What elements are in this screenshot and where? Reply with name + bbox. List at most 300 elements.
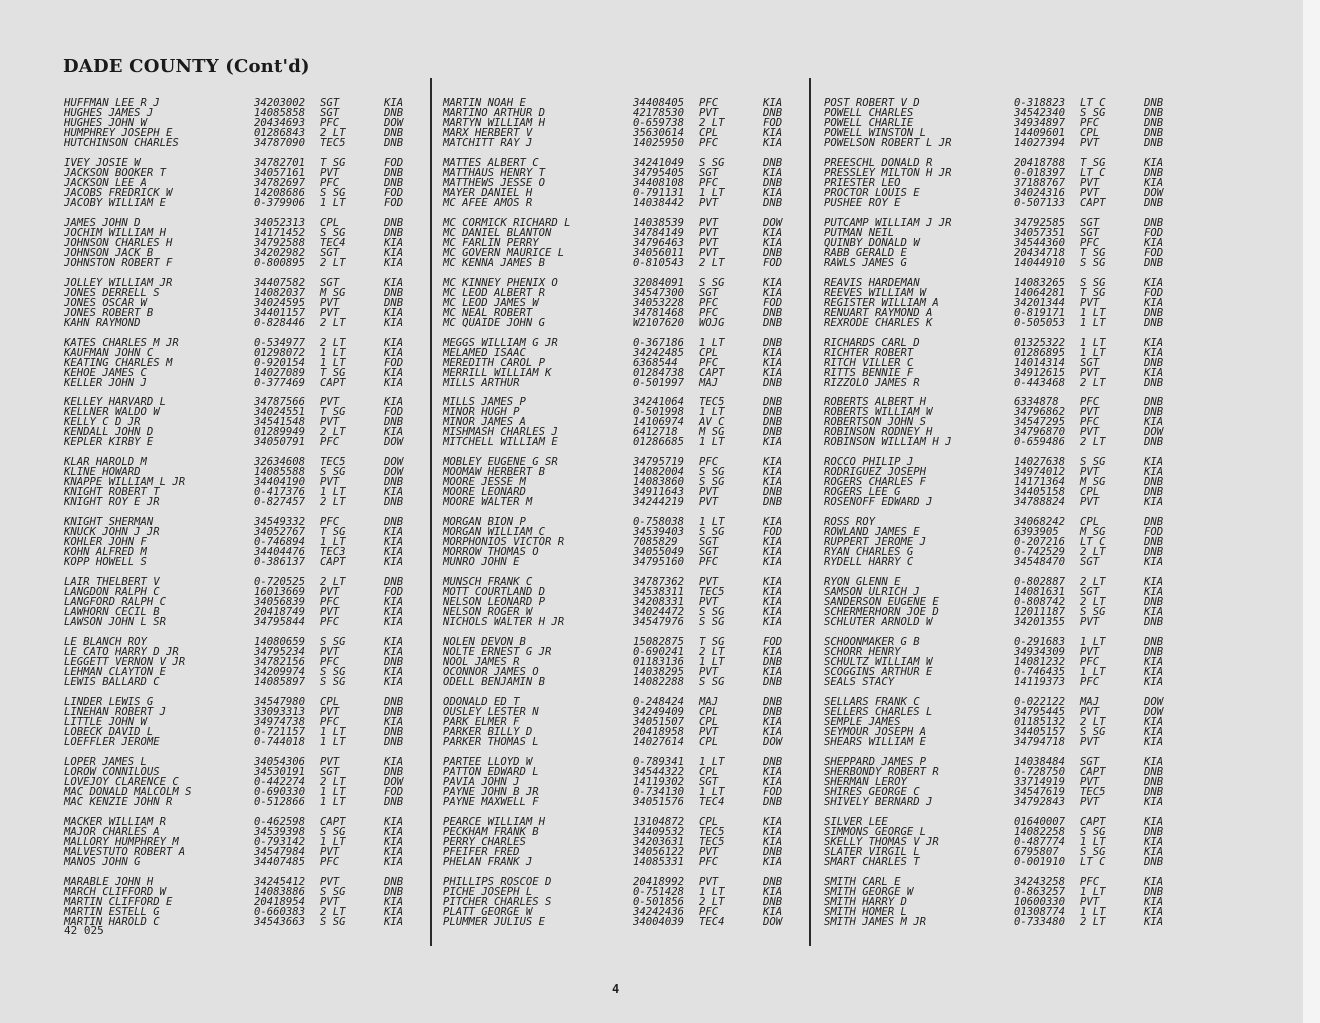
serial-number: 34782697 xyxy=(254,176,306,189)
status: DNB xyxy=(1144,546,1164,559)
name: ROBINSON RODNEY H xyxy=(824,426,933,439)
status: KIA xyxy=(1144,496,1164,509)
name: PROCTOR LOUIS E xyxy=(824,186,920,199)
status: KIA xyxy=(384,715,404,728)
serial-number: 34055049 xyxy=(633,546,685,559)
serial-number: 34792843 xyxy=(1014,795,1066,808)
name: JOLLEY WILLIAM JR xyxy=(64,276,173,289)
rank: PVT xyxy=(1080,176,1100,189)
rank: PFC xyxy=(1080,416,1100,429)
status: DOW xyxy=(1144,705,1164,718)
serial-number: 0-733480 xyxy=(1014,915,1066,928)
status: DNB xyxy=(1144,216,1164,229)
name: SHERMAN LEROY xyxy=(824,775,907,788)
name: KEATING CHARLES M xyxy=(64,356,173,369)
name: PRIESTER LEO xyxy=(824,176,901,189)
name: LITTLE JOHN W xyxy=(64,715,147,728)
serial-number: 16013669 xyxy=(254,586,306,599)
serial-number: 14014314 xyxy=(1014,356,1066,369)
rank: CPL xyxy=(1080,516,1100,529)
name: POWELL WINSTON L xyxy=(824,127,927,139)
status: DNB xyxy=(763,486,783,499)
rank: 1 LT xyxy=(699,755,725,768)
serial-number: 0-512866 xyxy=(254,795,306,808)
rank: 1 LT xyxy=(699,336,725,349)
name: LOPER JAMES L xyxy=(64,755,147,768)
name: MACKER WILLIAM R xyxy=(64,815,167,828)
serial-number: 01286895 xyxy=(1014,346,1066,359)
rank: PVT xyxy=(699,845,719,858)
status: DNB xyxy=(763,306,783,319)
rank: AV C xyxy=(699,416,725,429)
name: NOLEN DEVON B xyxy=(443,636,526,649)
status: DNB xyxy=(1144,885,1164,898)
status: DOW xyxy=(763,915,783,928)
serial-number: 14027089 xyxy=(254,366,306,379)
rank: PVT xyxy=(699,226,719,239)
serial-number: 34201344 xyxy=(1014,296,1066,309)
name: MERRILL WILLIAM K xyxy=(443,366,552,379)
serial-number: 0-487774 xyxy=(1014,835,1066,848)
serial-number: 0-744018 xyxy=(254,735,306,748)
name: MAC DONALD MALCOLM S xyxy=(64,785,192,798)
status: KIA xyxy=(763,905,783,918)
rank: 1 LT xyxy=(320,196,346,209)
serial-number: 0-920154 xyxy=(254,356,306,369)
serial-number: 35630614 xyxy=(633,127,685,139)
serial-number: 0-501997 xyxy=(633,376,685,389)
footer-reference: 42 025 xyxy=(64,924,104,937)
serial-number: 0-808742 xyxy=(1014,596,1066,609)
status: DNB xyxy=(1144,196,1164,209)
serial-number: 37188767 xyxy=(1014,176,1066,189)
serial-number: 14027394 xyxy=(1014,137,1066,149)
serial-number: 0-417376 xyxy=(254,486,306,499)
name: ROBERTS WILLIAM W xyxy=(824,406,933,419)
status: DNB xyxy=(384,765,404,778)
serial-number: 34052313 xyxy=(254,216,306,229)
serial-number: 14082004 xyxy=(633,466,685,479)
status: DNB xyxy=(1144,636,1164,649)
status: KIA xyxy=(1144,666,1164,679)
serial-number: 0-505053 xyxy=(1014,316,1066,329)
rank: 2 LT xyxy=(320,576,346,589)
status: KIA xyxy=(763,346,783,359)
rank: PVT xyxy=(1080,366,1100,379)
status: FOD xyxy=(384,406,404,419)
serial-number: 0-819171 xyxy=(1014,306,1066,319)
serial-number: 0-791131 xyxy=(633,186,685,199)
rank: PVT xyxy=(320,606,340,619)
serial-number: 34051507 xyxy=(633,715,685,728)
status: KIA xyxy=(763,715,783,728)
serial-number: 14171452 xyxy=(254,226,306,239)
rank: S SG xyxy=(699,276,725,289)
serial-number: 14085858 xyxy=(254,107,306,119)
status: KIA xyxy=(763,127,783,139)
rank: 2 LT xyxy=(699,117,725,129)
rank: S SG xyxy=(1080,276,1106,289)
serial-number: 6368544 xyxy=(633,356,678,369)
rank: PVT xyxy=(320,875,340,888)
rank: 1 LT xyxy=(320,725,346,738)
serial-number: 14085897 xyxy=(254,676,306,689)
name: KNIGHT ROY E JR xyxy=(64,496,160,509)
rank: PFC xyxy=(1080,656,1100,669)
name: ROSENOFF EDWARD J xyxy=(824,496,933,509)
serial-number: 0-800895 xyxy=(254,256,306,269)
rank: T SG xyxy=(320,406,346,419)
name: SELLARS FRANK C xyxy=(824,695,920,708)
status: KIA xyxy=(763,885,783,898)
serial-number: 34547976 xyxy=(633,616,685,629)
status: DNB xyxy=(763,406,783,419)
status: KIA xyxy=(384,336,404,349)
serial-number: 34408108 xyxy=(633,176,685,189)
rank: CAPT xyxy=(320,815,346,828)
rank: 1 LT xyxy=(1080,306,1106,319)
name: MORROW THOMAS O xyxy=(443,546,539,559)
status: FOD xyxy=(1144,226,1164,239)
status: DNB xyxy=(384,875,404,888)
serial-number: 14119373 xyxy=(1014,676,1066,689)
name: MAC KENZIE JOHN R xyxy=(64,795,173,808)
status: DNB xyxy=(1144,825,1164,838)
rank: PFC xyxy=(699,356,719,369)
serial-number: 0-659738 xyxy=(633,117,685,129)
rank: TEC5 xyxy=(320,137,346,149)
rank: PFC xyxy=(1080,676,1100,689)
name: NELSON ROGER W xyxy=(443,606,533,619)
name: MC NEAL ROBERT xyxy=(443,306,533,319)
serial-number: 34057161 xyxy=(254,166,306,179)
name: PHELAN FRANK J xyxy=(443,855,533,868)
status: DNB xyxy=(1144,406,1164,419)
serial-number: 34787566 xyxy=(254,396,306,409)
rank: PVT xyxy=(320,416,340,429)
status: DNB xyxy=(384,216,404,229)
serial-number: 34404190 xyxy=(254,476,306,489)
name: MOOMAW HERBERT B xyxy=(443,466,546,479)
name: PAYNE JOHN B JR xyxy=(443,785,539,798)
name: OCONNOR JAMES O xyxy=(443,666,539,679)
name: REGISTER WILLIAM A xyxy=(824,296,939,309)
rank: PVT xyxy=(1080,705,1100,718)
rank: SGT xyxy=(699,536,719,549)
rank: PFC xyxy=(699,556,719,569)
serial-number: 20418992 xyxy=(633,875,685,888)
status: KIA xyxy=(384,845,404,858)
rank: M SG xyxy=(699,426,725,439)
serial-number: 34795160 xyxy=(633,556,685,569)
name: POWELSON ROBERT L JR xyxy=(824,137,952,149)
serial-number: 14025950 xyxy=(633,137,685,149)
status: KIA xyxy=(384,346,404,359)
status: DNB xyxy=(384,656,404,669)
rank: 2 LT xyxy=(320,316,346,329)
rank: S SG xyxy=(320,915,346,928)
rank: SGT xyxy=(320,276,340,289)
name: MOORE LEONARD xyxy=(443,486,526,499)
name: ROCCO PHILIP J xyxy=(824,456,914,469)
rank: TEC5 xyxy=(699,835,725,848)
rank: LT C xyxy=(1080,855,1106,868)
name: JAMES JOHN D xyxy=(64,216,141,229)
status: DNB xyxy=(763,875,783,888)
rank: TEC5 xyxy=(699,586,725,599)
rank: 2 LT xyxy=(1080,376,1106,389)
name: ODONALD ED T xyxy=(443,695,520,708)
name: ROBINSON WILLIAM H J xyxy=(824,436,952,449)
status: DNB xyxy=(1144,476,1164,489)
name: RENUART RAYMOND A xyxy=(824,306,933,319)
name: MORGAN WILLIAM C xyxy=(443,526,546,539)
name: MATCHITT RAY J xyxy=(443,137,533,149)
status: KIA xyxy=(763,186,783,199)
status: KIA xyxy=(1144,556,1164,569)
serial-number: 01289949 xyxy=(254,426,306,439)
name: MC QUAIDE JOHN G xyxy=(443,316,546,329)
status: KIA xyxy=(763,586,783,599)
rank: PFC xyxy=(320,176,340,189)
status: KIA xyxy=(384,316,404,329)
rank: TEC4 xyxy=(699,915,725,928)
status: KIA xyxy=(763,166,783,179)
name: MARTYN WILLIAM H xyxy=(443,117,546,129)
rank: PFC xyxy=(699,905,719,918)
status: KIA xyxy=(384,276,404,289)
serial-number: 34974012 xyxy=(1014,466,1066,479)
serial-number: 01185132 xyxy=(1014,715,1066,728)
rank: LT C xyxy=(1080,536,1106,549)
rank: CPL xyxy=(699,715,719,728)
name: LEHMAN CLAYTON E xyxy=(64,666,167,679)
status: KIA xyxy=(763,556,783,569)
rank: S SG xyxy=(320,636,346,649)
name: KELLER JOHN J xyxy=(64,376,147,389)
name: SMITH JAMES M JR xyxy=(824,915,927,928)
serial-number: 34547980 xyxy=(254,695,306,708)
name: KLINE HOWARD xyxy=(64,466,141,479)
status: KIA xyxy=(763,546,783,559)
serial-number: 34052767 xyxy=(254,526,306,539)
status: KIA xyxy=(384,676,404,689)
serial-number: 14080659 xyxy=(254,636,306,649)
serial-number: 34538311 xyxy=(633,586,685,599)
status: KIA xyxy=(1144,835,1164,848)
rank: 1 LT xyxy=(320,785,346,798)
status: DNB xyxy=(1144,166,1164,179)
name: JACKSON LEE A xyxy=(64,176,147,189)
status: KIA xyxy=(384,905,404,918)
name: MARTIN ESTELL G xyxy=(64,905,160,918)
serial-number: 0-462598 xyxy=(254,815,306,828)
serial-number: 34056011 xyxy=(633,246,685,259)
name: PAYNE MAXWELL F xyxy=(443,795,539,808)
status: KIA xyxy=(384,536,404,549)
name: SEMPLE JAMES xyxy=(824,715,901,728)
serial-number: 34795445 xyxy=(1014,705,1066,718)
name: SMITH HARRY D xyxy=(824,895,907,908)
rank: PVT xyxy=(320,396,340,409)
serial-number: 14106974 xyxy=(633,416,685,429)
name: KATES CHARLES M JR xyxy=(64,336,179,349)
name: PFEIFER FRED xyxy=(443,845,520,858)
rank: 2 LT xyxy=(1080,715,1106,728)
rank: S SG xyxy=(699,606,725,619)
status: DNB xyxy=(1144,137,1164,149)
serial-number: 6795807 xyxy=(1014,845,1059,858)
serial-number: 14038484 xyxy=(1014,755,1066,768)
status: DOW xyxy=(1144,695,1164,708)
name: JONES DERRELL S xyxy=(64,286,160,299)
status: DNB xyxy=(384,176,404,189)
rank: SGT xyxy=(1080,216,1100,229)
name: MORPHONIOS VICTOR R xyxy=(443,536,565,549)
rank: PFC xyxy=(320,715,340,728)
name: SMITH HOMER L xyxy=(824,905,907,918)
rank: 2 LT xyxy=(1080,436,1106,449)
rank: 1 LT xyxy=(320,346,346,359)
rank: SGT xyxy=(699,546,719,559)
rank: PVT xyxy=(1080,795,1100,808)
serial-number: 20434718 xyxy=(1014,246,1066,259)
status: KIA xyxy=(384,236,404,249)
serial-number: 34539398 xyxy=(254,825,306,838)
status: KIA xyxy=(384,606,404,619)
rank: PVT xyxy=(320,755,340,768)
name: PLATT GEORGE W xyxy=(443,905,533,918)
serial-number: 34056839 xyxy=(254,596,306,609)
rank: PFC xyxy=(320,516,340,529)
status: KIA xyxy=(384,825,404,838)
status: DNB xyxy=(384,725,404,738)
name: MARCH CLIFFORD W xyxy=(64,885,167,898)
status: KIA xyxy=(1144,915,1164,928)
status: KIA xyxy=(384,915,404,928)
serial-number: W2107620 xyxy=(633,316,685,329)
rank: CPL xyxy=(699,735,719,748)
rank: 1 LT xyxy=(320,536,346,549)
name: SCHERMERHORN JOE D xyxy=(824,606,939,619)
rank: PVT xyxy=(320,476,340,489)
status: FOD xyxy=(384,785,404,798)
name: PEARCE WILLIAM H xyxy=(443,815,546,828)
name: ROGERS LEE G xyxy=(824,486,901,499)
status: KIA xyxy=(1144,576,1164,589)
status: KIA xyxy=(763,97,783,109)
serial-number: 34530191 xyxy=(254,765,306,778)
serial-number: 34794718 xyxy=(1014,735,1066,748)
rank: CAPT xyxy=(699,366,725,379)
name: MC CORMICK RICHARD L xyxy=(443,216,571,229)
name: PARTEE LLOYD W xyxy=(443,755,533,768)
rank: 1 LT xyxy=(1080,666,1106,679)
rank: WOJG xyxy=(699,316,725,329)
serial-number: 34050791 xyxy=(254,436,306,449)
name: PUSHEE ROY E xyxy=(824,196,901,209)
name: MC KINNEY PHENIX O xyxy=(443,276,558,289)
serial-number: 0-443468 xyxy=(1014,376,1066,389)
serial-number: 34024595 xyxy=(254,296,306,309)
serial-number: 20418954 xyxy=(254,895,306,908)
serial-number: 6412718 xyxy=(633,426,678,439)
status: DNB xyxy=(384,705,404,718)
name: MOORE JESSE M xyxy=(443,476,526,489)
serial-number: 34795719 xyxy=(633,456,685,469)
name: MALLORY HUMPHREY M xyxy=(64,835,179,848)
status: KIA xyxy=(384,426,404,439)
status: FOD xyxy=(763,256,783,269)
rank: PVT xyxy=(699,596,719,609)
status: DNB xyxy=(384,416,404,429)
name: PITCHER CHARLES S xyxy=(443,895,552,908)
rank: T SG xyxy=(320,526,346,539)
serial-number: 6393905 xyxy=(1014,526,1059,539)
status: KIA xyxy=(1144,276,1164,289)
status: DNB xyxy=(384,166,404,179)
rank: 2 LT xyxy=(699,646,725,659)
status: DNB xyxy=(763,845,783,858)
status: KIA xyxy=(763,606,783,619)
status: KIA xyxy=(763,536,783,549)
rank: 1 LT xyxy=(699,516,725,529)
serial-number: 34782701 xyxy=(254,156,306,169)
name: NELSON LEONARD P xyxy=(443,596,546,609)
serial-number: 01286843 xyxy=(254,127,306,139)
status: FOD xyxy=(384,356,404,369)
status: DNB xyxy=(1144,316,1164,329)
name: MISHMASH CHARLES J xyxy=(443,426,558,439)
rank: 1 LT xyxy=(1080,905,1106,918)
name: SANDERSON EUGENE E xyxy=(824,596,939,609)
name: RITCH VILLER C xyxy=(824,356,914,369)
status: DNB xyxy=(1144,376,1164,389)
serial-number: 0-827457 xyxy=(254,496,306,509)
name: POWELL CHARLIE xyxy=(824,117,914,129)
rank: LT C xyxy=(1080,97,1106,109)
status: FOD xyxy=(1144,286,1164,299)
rank: CAPT xyxy=(1080,765,1106,778)
status: DNB xyxy=(384,286,404,299)
rank: PVT xyxy=(1080,296,1100,309)
serial-number: 14044910 xyxy=(1014,256,1066,269)
rank: PFC xyxy=(1080,875,1100,888)
name: LAWHORN CECIL B xyxy=(64,606,160,619)
name: RABB GERALD E xyxy=(824,246,907,259)
status: DNB xyxy=(1144,616,1164,629)
serial-number: 34911643 xyxy=(633,486,685,499)
rank: S SG xyxy=(320,666,346,679)
serial-number: 14082037 xyxy=(254,286,306,299)
status: KIA xyxy=(763,286,783,299)
serial-number: 34245412 xyxy=(254,875,306,888)
page-edge xyxy=(1303,0,1320,1023)
name: KNAPPE WILLIAM L JR xyxy=(64,476,186,489)
status: DOW xyxy=(384,466,404,479)
rank: S SG xyxy=(320,885,346,898)
serial-number: 34796463 xyxy=(633,236,685,249)
rank: MAJ xyxy=(699,376,719,389)
name: OUSLEY LESTER N xyxy=(443,705,539,718)
status: KIA xyxy=(763,276,783,289)
serial-number: 14208686 xyxy=(254,186,306,199)
name: JACOBS FREDRICK W xyxy=(64,186,173,199)
status: FOD xyxy=(384,196,404,209)
serial-number: 34788824 xyxy=(1014,496,1066,509)
rank: PVT xyxy=(1080,895,1100,908)
name: MILLS JAMES P xyxy=(443,396,526,409)
